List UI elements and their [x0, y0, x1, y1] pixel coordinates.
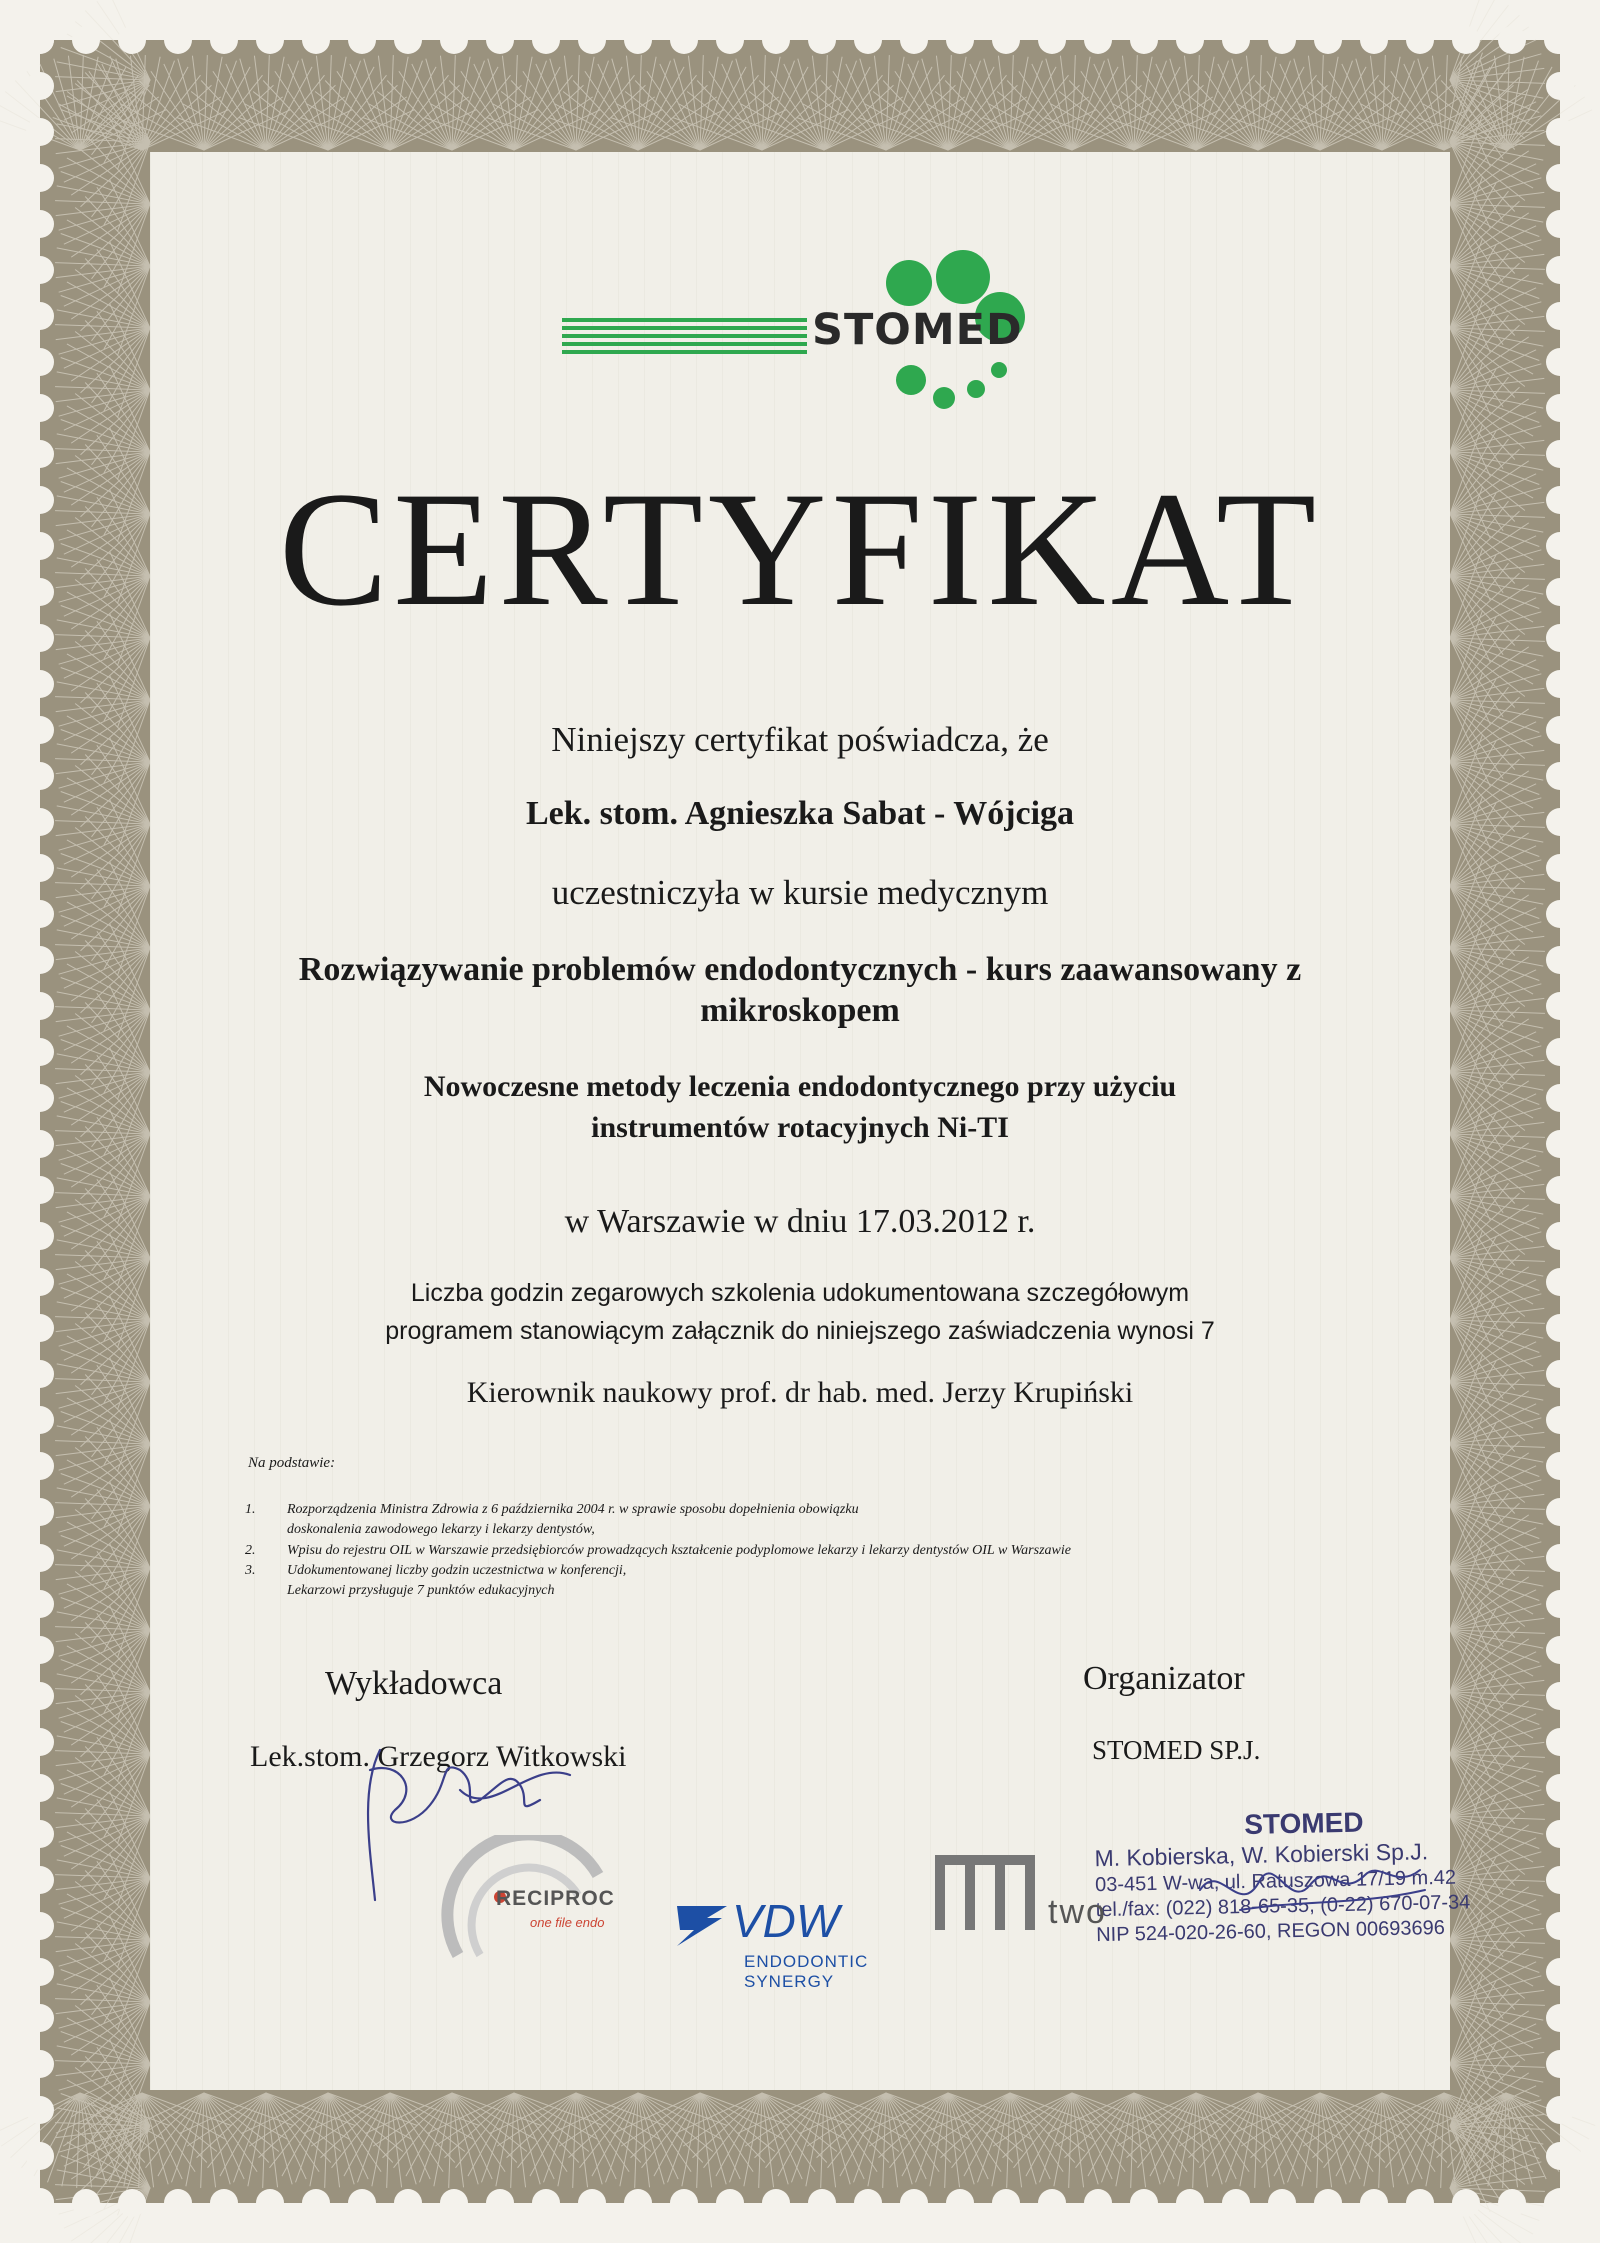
organizer-name: STOMED SP.J. [1092, 1735, 1261, 1765]
basis-item-number: 3. [245, 1562, 256, 1578]
reciproc-tagline: one file endo [530, 1915, 605, 1930]
basis-item-text [287, 1500, 859, 1541]
basis-item [245, 1541, 1245, 1561]
basis-item-text: Wpisu do rejestru OIL w Warszawie przedsiębiorców prowadzących kształcenie podyplomowe lekarzy i lekarzy dentystów OIL w Warszawie [287, 1542, 1071, 1558]
lecturer-name: Lek.stom. Grzegorz Witkowski [250, 1740, 627, 1773]
scientific-director: Kierownik naukowy prof. dr hab. med. Jerzy Krupiński [466, 1376, 1134, 1409]
vdw-wordmark: VDW [732, 1895, 840, 1947]
stamp-line: NIP 524-020-26-60, REGON 00693696 [1095, 1916, 1446, 1946]
course-title-line: Rozwiązywanie problemów endodontycznych - kurs zaawansowany z [298, 951, 1302, 988]
course-subtitle-line: Nowoczesne metody leczenia endodontycznego przy użyciu [423, 1070, 1177, 1103]
recipient-name: Lek. stom. Agnieszka Sabat - Wójciga [525, 795, 1075, 832]
course-subtitle [0, 1067, 1600, 1148]
hours-text [0, 1275, 1600, 1350]
participation-text: uczestniczyła w kursie medycznym [551, 873, 1049, 912]
basis-item-number: 1. [245, 1502, 256, 1517]
vdw-tagline: ENDODONTIC SYNERGY [744, 1952, 869, 1991]
basis-list [245, 1500, 1245, 1601]
reciproc-logo [438, 1835, 658, 1965]
basis-item-line: Udokumentowanej liczby godzin uczestnictwa w konferencji, [287, 1562, 627, 1578]
hours-line: Liczba godzin zegarowych szkolenia udokumentowana szczegółowym [410, 1279, 1190, 1307]
basis-label: Na podstawie: [248, 1455, 336, 1471]
stamp-title: STOMED [1243, 1806, 1364, 1841]
stamp-line: tel./fax: (022) 818-65-35, (0-22) 670-07-34 [1095, 1891, 1471, 1921]
mtwo-logo [930, 1835, 1130, 1945]
basis-item [245, 1500, 1245, 1541]
vdw-logo [672, 1890, 942, 2000]
vdw-emblem [672, 1896, 732, 1956]
stamp-line: 03-451 W-wa, ul. Ratuszowa 17/19 m.42 [1094, 1866, 1457, 1896]
organizer-signature [1180, 1830, 1440, 1940]
course-title [0, 950, 1600, 1032]
reciproc-wordmark: RECIPROC [496, 1887, 615, 1910]
course-title-line: mikroskopem [700, 991, 900, 1029]
certificate-title: CERTYFIKAT [278, 459, 1322, 640]
intro-text: Niniejszy certyfikat poświadcza, że [551, 720, 1049, 759]
place-date: w Warszawie w dniu 17.03.2012 r. [564, 1203, 1036, 1240]
basis-item-line: Lekarzowi przysługuje 7 punktów edukacyjnych [287, 1583, 555, 1599]
basis-item [245, 1561, 1245, 1602]
basis-item-number: 2. [245, 1542, 256, 1558]
basis-item-text [287, 1561, 626, 1602]
stamp-line: M. Kobierska, W. Kobierski Sp.J. [1094, 1838, 1429, 1872]
lecturer-heading: Wykładowca [325, 1665, 503, 1702]
basis-item-line: Rozporządzenia Ministra Zdrowia z 6 października 2004 r. w sprawie sposobu dopełnienia obowiązku [287, 1502, 859, 1517]
mtwo-emblem [930, 1835, 1050, 1935]
mtwo-wordmark: two [1048, 1893, 1107, 1931]
stomed-logo-text: STOMED [812, 305, 1023, 355]
organizer-heading: Organizator [1083, 1660, 1245, 1697]
hours-line: programem stanowiącym załącznik do niniejszego zaświadczenia wynosi 7 [385, 1316, 1215, 1345]
course-subtitle-line: instrumentów rotacyjnych Ni-TI [591, 1110, 1009, 1144]
basis-item-line: doskonalenia zawodowego lekarzy i lekarzy dentystów, [287, 1522, 595, 1538]
